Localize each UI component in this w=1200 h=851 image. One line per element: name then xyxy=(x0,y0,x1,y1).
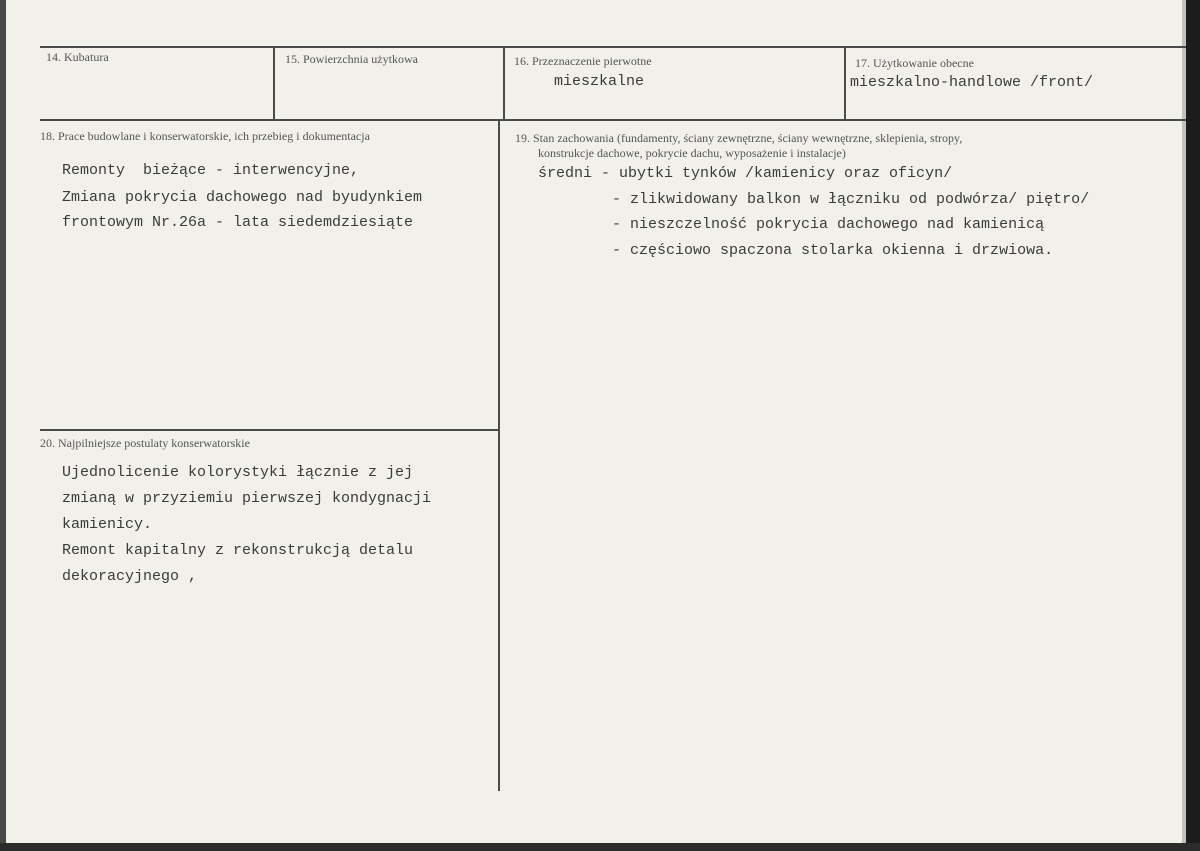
rule-v-main xyxy=(498,119,500,791)
field-20-line-5: dekoracyjnego , xyxy=(62,568,198,585)
field-18-line-2: Zmiana pokrycia dachowego nad byudynkiem xyxy=(62,189,423,206)
field-19-label-1: 19. Stan zachowania (fundamenty, ściany zewnętrzne, ściany wewnętrzne, sklepienia, stropy, xyxy=(515,131,963,145)
field-16-label: 16. Przeznaczenie pierwotne xyxy=(514,54,652,68)
card-edge-bottom xyxy=(0,843,1200,851)
field-20-line-4: Remont kapitalny z rekonstrukcją detalu xyxy=(62,542,414,559)
field-15-label: 15. Powierzchnia użytkowa xyxy=(285,52,418,66)
field-17-label: 17. Użytkowanie obecne xyxy=(855,56,974,70)
rule-v-16 xyxy=(503,46,505,120)
field-20-line-2: zmianą w przyziemiu pierwszej kondygnacji xyxy=(62,490,432,507)
field-20-line-1: Ujednolicenie kolorystyki łącznie z jej xyxy=(62,464,414,481)
field-20-line-3: kamienicy. xyxy=(62,516,153,533)
field-18-line-3: frontowym Nr.26a - lata siedemdziesiąte xyxy=(62,214,414,231)
field-19-line-1: średni - ubytki tynków /kamienicy oraz oficyn/ xyxy=(538,165,953,182)
card-edge-shadow xyxy=(1182,0,1186,851)
field-19-line-2: - zlikwidowany balkon w łączniku od podwórza/ piętro/ xyxy=(612,191,1090,208)
card-edge-right xyxy=(1186,0,1200,851)
field-19-label-2: konstrukcje dachowe, pokrycie dachu, wyposażenie i instalacje) xyxy=(538,146,846,160)
field-14-label: 14. Kubatura xyxy=(46,50,109,64)
field-19-line-3: - nieszczelność pokrycia dachowego nad kamienicą xyxy=(612,216,1045,233)
field-20-label: 20. Najpilniejsze postulaty konserwatorskie xyxy=(40,436,250,450)
field-18-line-1: Remonty bieżące - interwencyjne, xyxy=(62,162,360,179)
field-19-line-4: - częściowo spaczona stolarka okienna i drzwiowa. xyxy=(612,242,1054,259)
field-18-label: 18. Prace budowlane i konserwatorskie, ich przebieg i dokumentacja xyxy=(40,129,370,143)
field-17-value: mieszkalno-handlowe /front/ xyxy=(850,74,1094,91)
rule-row2 xyxy=(40,119,1186,121)
rule-v-17 xyxy=(844,46,846,120)
card-edge-left xyxy=(0,0,6,851)
rule-v-15 xyxy=(273,46,275,120)
rule-f20 xyxy=(40,429,500,431)
field-16-value: mieszkalne xyxy=(554,73,645,90)
rule-top xyxy=(40,46,1186,48)
